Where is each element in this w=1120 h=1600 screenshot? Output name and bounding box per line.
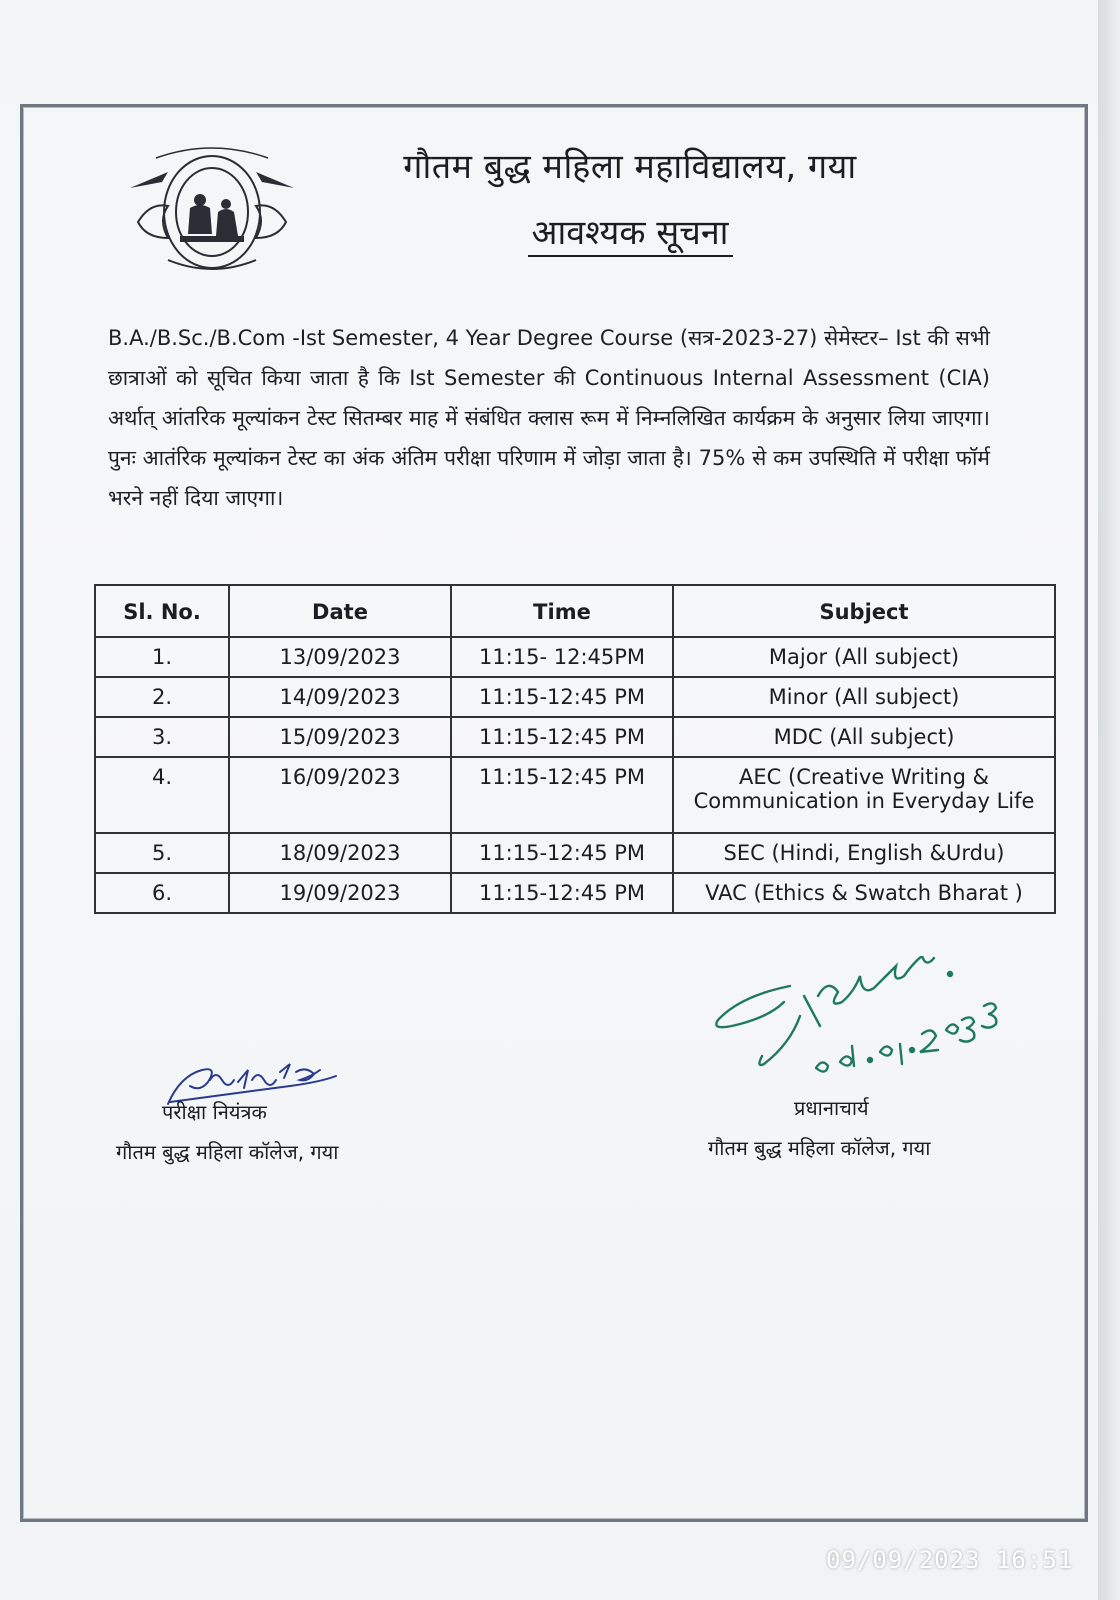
paper-edge (1098, 0, 1120, 1600)
cell-time: 11:15-12:45 PM (451, 833, 673, 873)
header-time: Time (451, 585, 673, 637)
cell-sl: 1. (95, 637, 229, 677)
cell-sl: 2. (95, 677, 229, 717)
college-name: गौतम बुद्ध महिला महाविद्यालय, गया (403, 147, 857, 187)
cell-date: 16/09/2023 (229, 757, 451, 833)
header-date: Date (229, 585, 451, 637)
table-row (95, 873, 1055, 913)
cell-sl: 4. (95, 757, 229, 833)
cell-time: 11:15-12:45 PM (451, 717, 673, 757)
left-college-name: गौतम बुद्ध महिला कॉलेज, गया (116, 1140, 339, 1164)
cell-subject: SEC (Hindi, English &Urdu) (673, 833, 1055, 873)
cell-subject: Minor (All subject) (673, 677, 1055, 717)
notice-paragraph (108, 318, 990, 518)
cell-date: 18/09/2023 (229, 833, 451, 873)
cell-subject: VAC (Ethics & Swatch Bharat ) (673, 873, 1055, 913)
table-row (95, 717, 1055, 757)
cell-sl: 6. (95, 873, 229, 913)
cell-subject-line2: Communication in Everyday Life (693, 789, 1035, 813)
cell-sl: 3. (95, 717, 229, 757)
cell-subject: MDC (All subject) (673, 717, 1055, 757)
principal-signature (700, 956, 1020, 1086)
table-row (95, 833, 1055, 873)
cell-time: 11:15-12:45 PM (451, 757, 673, 833)
cell-date: 19/09/2023 (229, 873, 451, 913)
cell-date: 13/09/2023 (229, 637, 451, 677)
photo-timestamp: 09/09/2023 16:51 (826, 1546, 1074, 1574)
table-row (95, 677, 1055, 717)
cell-sl: 5. (95, 833, 229, 873)
cell-subject-line1: AEC (Creative Writing & (739, 765, 989, 789)
principal-designation: प्रधानाचार्य (794, 1096, 869, 1120)
header-subject: Subject (673, 585, 1055, 637)
notice-heading (330, 208, 930, 254)
notice-heading-text: आवश्यक सूचना (528, 213, 733, 257)
college-logo (128, 142, 296, 284)
cell-time: 11:15- 12:45PM (451, 637, 673, 677)
exam-controller-designation: परीक्षा नियंत्रक (162, 1100, 267, 1124)
table-header-row (95, 585, 1055, 637)
cell-time: 11:15-12:45 PM (451, 873, 673, 913)
schedule-table (94, 584, 1056, 914)
table-row (95, 637, 1055, 677)
table-row (95, 757, 1055, 833)
cell-date: 15/09/2023 (229, 717, 451, 757)
cell-time: 11:15-12:45 PM (451, 677, 673, 717)
notice-paragraph-text: B.A./B.Sc./B.Com -Ist Semester, 4 Year Degree Course (सत्र-2023-27) सेमेस्टर– Ist की सभी छात्राओं को सूचित किया जाता है कि Ist Semester की Continuous Internal Assessment (CIA) अर्थात् आंतरिक मूल्यांकन टेस्ट सितम्बर माह में संबंधित क्लास रूम में निम्नलिखित कार्यक्रम के अनुसार लिया जाएगा। पुनः आतंरिक मूल्यांकन टेस्ट का अंक अंतिम परीक्षा परिणाम में जोड़ा जाता है। 75% से कम उपस्थिति में परीक्षा फॉर्म भरने नहीं दिया जाएगा। (108, 326, 990, 510)
header-sl-no: Sl. No. (95, 585, 229, 637)
right-college-name: गौतम बुद्ध महिला कॉलेज, गया (708, 1136, 931, 1160)
cell-subject: Major (All subject) (673, 637, 1055, 677)
cell-subject (673, 757, 1055, 833)
cell-date: 14/09/2023 (229, 677, 451, 717)
